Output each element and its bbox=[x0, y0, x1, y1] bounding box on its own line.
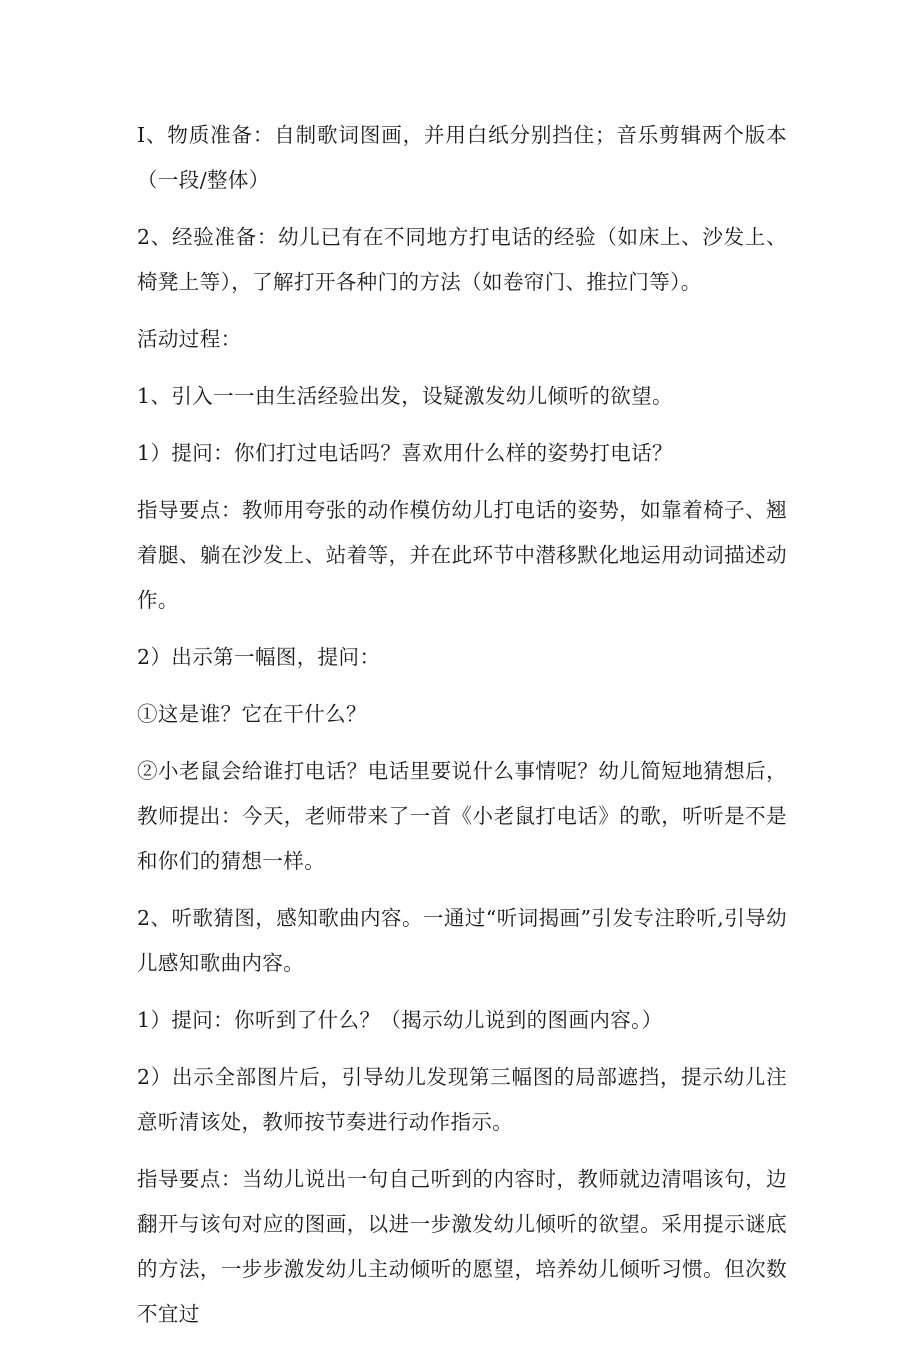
paragraph-step-2: 2、听歌猜图，感知歌曲内容。一通过“听词揭画”引发专注聆听,引导幼儿感知歌曲内容。 bbox=[137, 906, 787, 975]
section-heading-activity-process: 活动过程： bbox=[137, 327, 242, 351]
paragraph-step-2-question: 1）提问：你听到了什么？（揭示幼儿说到的图画内容。） bbox=[137, 1008, 663, 1032]
paragraph-experience-prep: 2、经验准备：幼儿已有在不同地方打电话的经验（如床上、沙发上、椅凳上等），了解打开各种门的方法（如卷帘门、推拉门等）。 bbox=[137, 225, 787, 294]
paragraph-step-1: 1、引入一一由生活经验出发，设疑激发幼儿倾听的欲望。 bbox=[137, 384, 673, 408]
document-body bbox=[137, 113, 787, 1349]
paragraph-step-1-question: 1）提问：你们打过电话吗？喜欢用什么样的姿势打电话？ bbox=[137, 441, 673, 465]
paragraph-step-1-show-image: 2）出示第一幅图，提问： bbox=[137, 645, 381, 669]
paragraph-question-b: ②小老鼠会给谁打电话？电话里要说什么事情呢？幼儿简短地猜想后，教师提出：今天，老师带来了一首《小老鼠打电话》的歌，听听是不是和你们的猜想一样。 bbox=[137, 759, 787, 873]
paragraph-guidance-2: 指导要点：当幼儿说出一句自己听到的内容时，教师就边清唱该句，边翻开与该句对应的图画，以进一步激发幼儿倾听的欲望。采用提示谜底的方法，一步步激发幼儿主动倾听的愿望，培养幼儿倾听习惯。但次数不宜过 bbox=[137, 1167, 787, 1326]
paragraph-guidance-1: 指导要点：教师用夸张的动作模仿幼儿打电话的姿势，如靠着椅子、翘着腿、躺在沙发上、站着等，并在此环节中潜移默化地运用动词描述动作。 bbox=[137, 498, 787, 612]
paragraph-step-2-show-all: 2）出示全部图片后，引导幼儿发现第三幅图的局部遮挡，提示幼儿注意听清该处，教师按节奏进行动作指示。 bbox=[137, 1065, 787, 1134]
paragraph-material-prep: I、物质准备：自制歌词图画，并用白纸分别挡住；音乐剪辑两个版本（一段/整体） bbox=[137, 123, 787, 192]
paragraph-question-a: ①这是谁？它在干什么？ bbox=[137, 702, 367, 726]
